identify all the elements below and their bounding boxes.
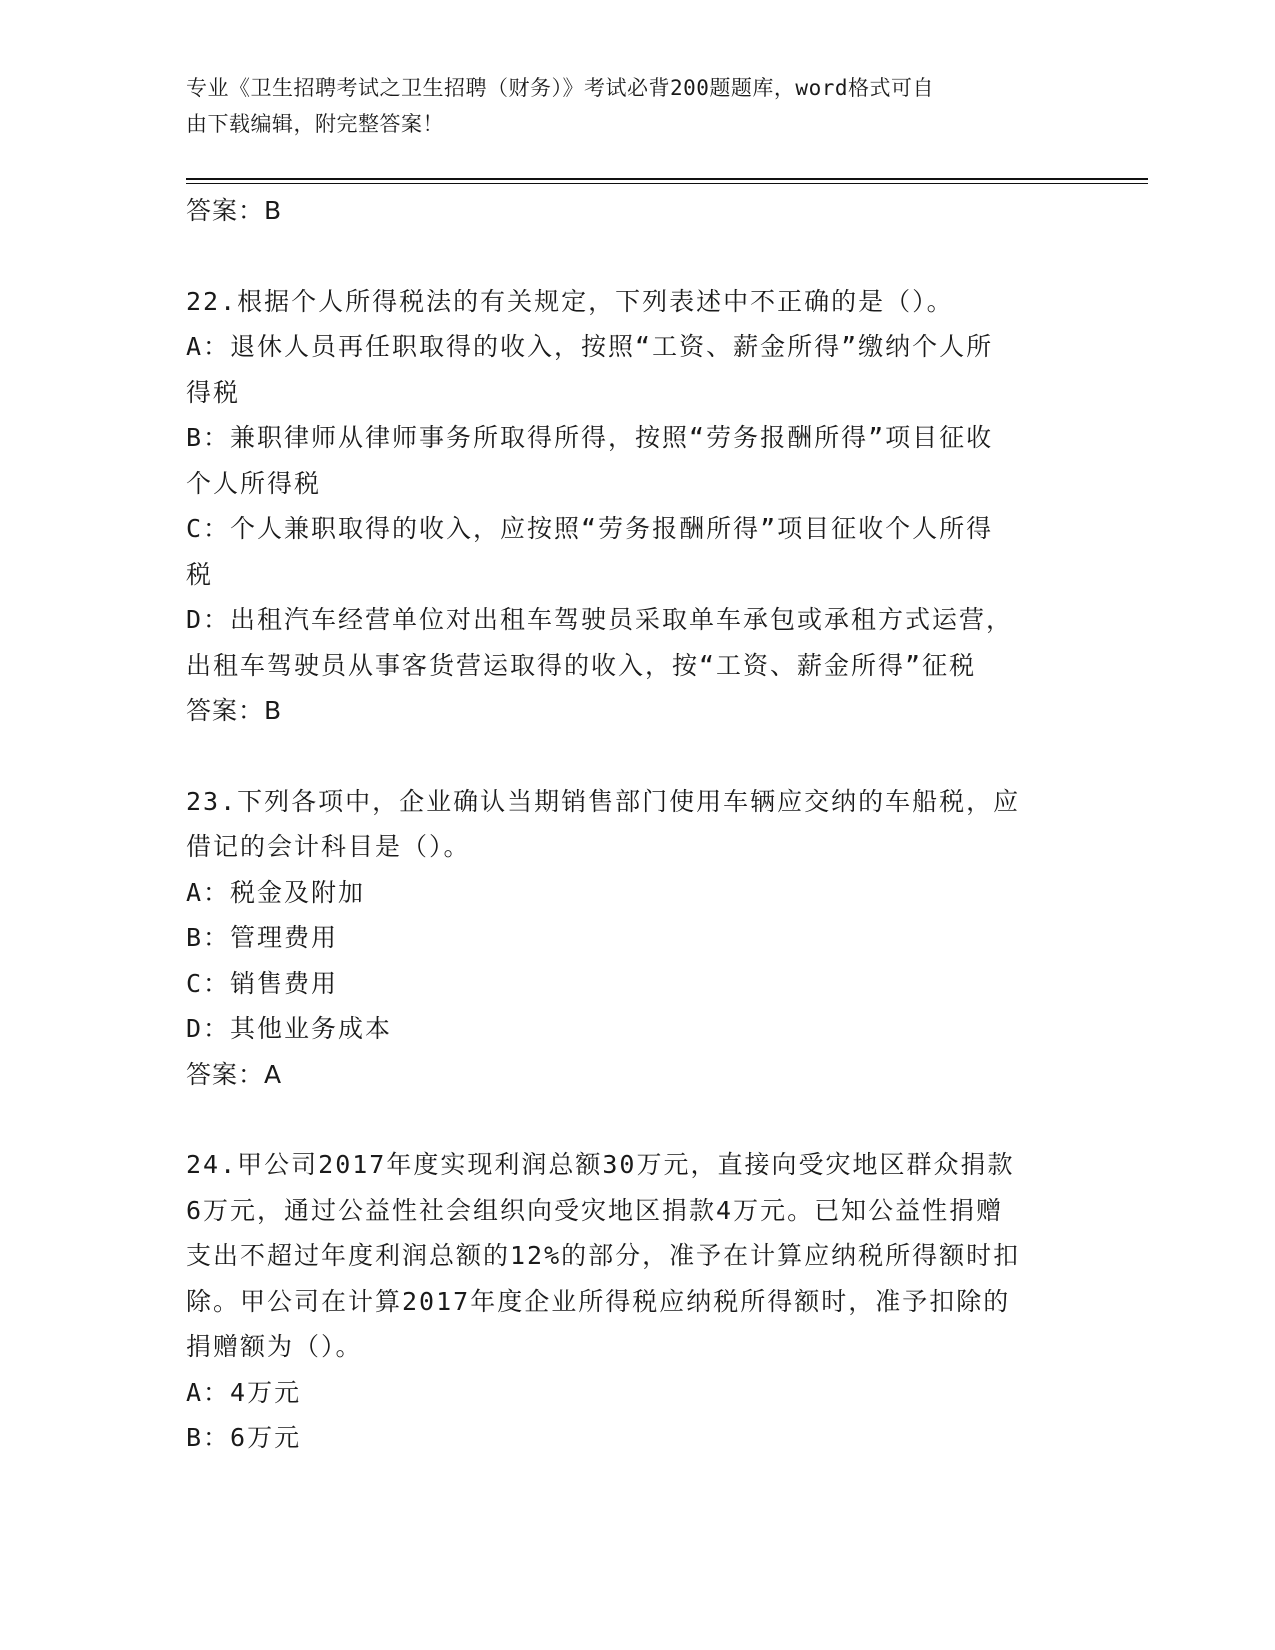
question-stem-continued: 支出不超过年度利润总额的12%的部分，准予在计算应纳税所得额时扣 (186, 1241, 1021, 1270)
option-b: B：6万元 (186, 1423, 302, 1452)
question-24 (186, 1142, 1076, 1461)
option-d: D：其他业务成本 (186, 1014, 393, 1043)
option-a: A：税金及附加 (186, 877, 366, 907)
question-stem: 24.甲公司2017年度实现利润总额30万元，直接向受灾地区群众捐款 (186, 1150, 1015, 1179)
spacer (186, 234, 1076, 279)
question-23 (186, 779, 1076, 1098)
header-line-1: 专业《卫生招聘考试之卫生招聘（财务）》考试必背200题题库，word格式可自 (186, 76, 934, 100)
option-b-continued: 个人所得税 (186, 468, 322, 498)
spacer (186, 734, 1076, 779)
answer-line: 答案：B (186, 196, 283, 225)
document-header (186, 70, 1066, 142)
option-b: B：管理费用 (186, 923, 339, 952)
question-stem-continued: 借记的会计科目是（）。 (186, 832, 471, 861)
option-d: D：出租汽车经营单位对出租车驾驶员采取单车承包或承租方式运营， (186, 605, 1014, 634)
option-a: A：退休人员再任职取得的收入，按照“工资、薪金所得”缴纳个人所 (186, 332, 994, 361)
option-c-continued: 税 (186, 559, 214, 589)
header-rule-thick (186, 178, 1148, 180)
option-a-continued: 得税 (186, 377, 241, 407)
option-c: C：销售费用 (186, 968, 339, 998)
question-stem-continued: 6万元，通过公益性社会组织向受灾地区捐款4万元。已知公益性捐赠 (186, 1195, 1004, 1225)
spacer (186, 1097, 1076, 1142)
document-body (186, 188, 1076, 1461)
option-c: C：个人兼职取得的收入，应按照“劳务报酬所得”项目征收个人所得 (186, 514, 994, 543)
question-22 (186, 279, 1076, 734)
option-d-continued: 出租车驾驶员从事客货营运取得的收入，按“工资、薪金所得”征税 (186, 650, 977, 680)
header-line-2: 由下载编辑，附完整答案！ (186, 112, 444, 136)
header-rule-thin (186, 183, 1148, 184)
option-a: A：4万元 (186, 1377, 302, 1407)
answer-line: 答案：B (186, 696, 283, 725)
question-stem-continued: 捐赠额为（）。 (186, 1332, 363, 1361)
option-b: B：兼职律师从律师事务所取得所得，按照“劳务报酬所得”项目征收 (186, 423, 994, 452)
question-stem-continued: 除。甲公司在计算2017年度企业所得税应纳税所得额时，准予扣除的 (186, 1286, 1011, 1316)
question-stem: 22.根据个人所得税法的有关规定，下列表述中不正确的是（）。 (186, 286, 954, 316)
answer-line: 答案：A (186, 1059, 283, 1089)
question-stem: 23.下列各项中，企业确认当期销售部门使用车辆应交纳的车船税，应 (186, 786, 1021, 816)
